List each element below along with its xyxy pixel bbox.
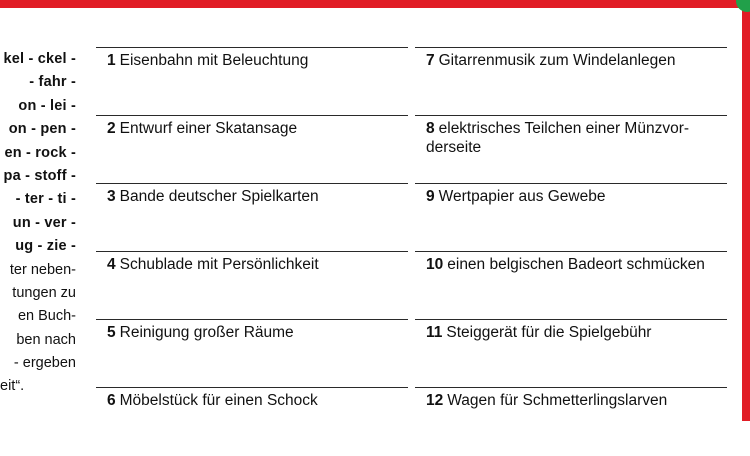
clue-row	[96, 387, 408, 456]
clue-number: 12	[426, 392, 444, 409]
clue-number: 11	[426, 324, 443, 341]
clue-number: 9	[426, 188, 435, 205]
instruction-line: - ergeben	[13, 355, 76, 372]
syllable-line: on - lei -	[18, 97, 76, 114]
red-frame-top	[0, 0, 750, 8]
clue-row	[415, 183, 727, 252]
clue-row	[415, 387, 727, 456]
title-fragment	[196, 0, 230, 8]
clue-text: Wagen für Schmetterlingslarven	[447, 392, 668, 409]
clue-row	[415, 319, 727, 388]
clue-text: Gitarrenmusik zum Windelanlegen	[438, 52, 676, 69]
instruction-line: eit“.	[0, 378, 25, 395]
instruction-line: en Buch-	[17, 308, 76, 325]
syllable-line: ug - zie -	[15, 238, 76, 255]
instruction-line: tungen zu	[12, 284, 76, 301]
syllable-line: - fahr -	[29, 74, 76, 91]
clue-row	[415, 251, 727, 320]
syllable-line: - ter - ti -	[15, 191, 76, 208]
clue-row	[96, 115, 408, 184]
clue-text: Reinigung großer Räume	[119, 324, 294, 341]
clue-text: elektrisches Teilchen einer Münzvor-derseite	[426, 120, 690, 156]
clue-number: 5	[107, 324, 116, 341]
red-frame-right	[742, 0, 750, 421]
clue-text: Eisenbahn mit Beleuchtung	[119, 52, 309, 69]
clue-text: einen belgischen Badeort schmücken	[447, 256, 705, 273]
instructions-text	[0, 48, 76, 399]
clue-number: 6	[107, 392, 116, 409]
clue-number: 7	[426, 52, 435, 69]
clue-number: 3	[107, 188, 116, 205]
clue-number: 10	[426, 256, 444, 273]
clue-row	[96, 319, 408, 388]
clue-row	[415, 47, 727, 116]
clue-text: Wertpapier aus Gewebe	[438, 188, 606, 205]
clue-row	[96, 47, 408, 116]
clue-text: Möbelstück für einen Schock	[119, 392, 318, 409]
clue-number: 4	[107, 256, 116, 273]
clue-number: 2	[107, 120, 116, 137]
clue-text: Bande deutscher Spielkarten	[119, 188, 319, 205]
clue-row	[96, 251, 408, 320]
syllable-line: on - pen -	[8, 121, 76, 138]
syllable-line: un - ver -	[12, 214, 76, 231]
syllable-line: kel - ckel -	[3, 51, 76, 67]
clue-text: Schublade mit Persönlichkeit	[119, 256, 319, 273]
clue-row	[415, 115, 727, 184]
clue-number: 8	[426, 120, 435, 137]
clue-number: 1	[107, 52, 116, 69]
instruction-line: ben nach	[16, 331, 76, 348]
syllable-line: en - rock -	[4, 144, 76, 161]
corner-badge	[736, 0, 750, 12]
clue-text: Entwurf einer Skatansage	[119, 120, 298, 137]
clue-text: Steiggerät für die Spielgebühr	[446, 324, 652, 341]
clue-row	[96, 183, 408, 252]
instruction-line: ter neben-	[9, 261, 76, 278]
syllable-line: pa - stoff -	[3, 167, 76, 184]
